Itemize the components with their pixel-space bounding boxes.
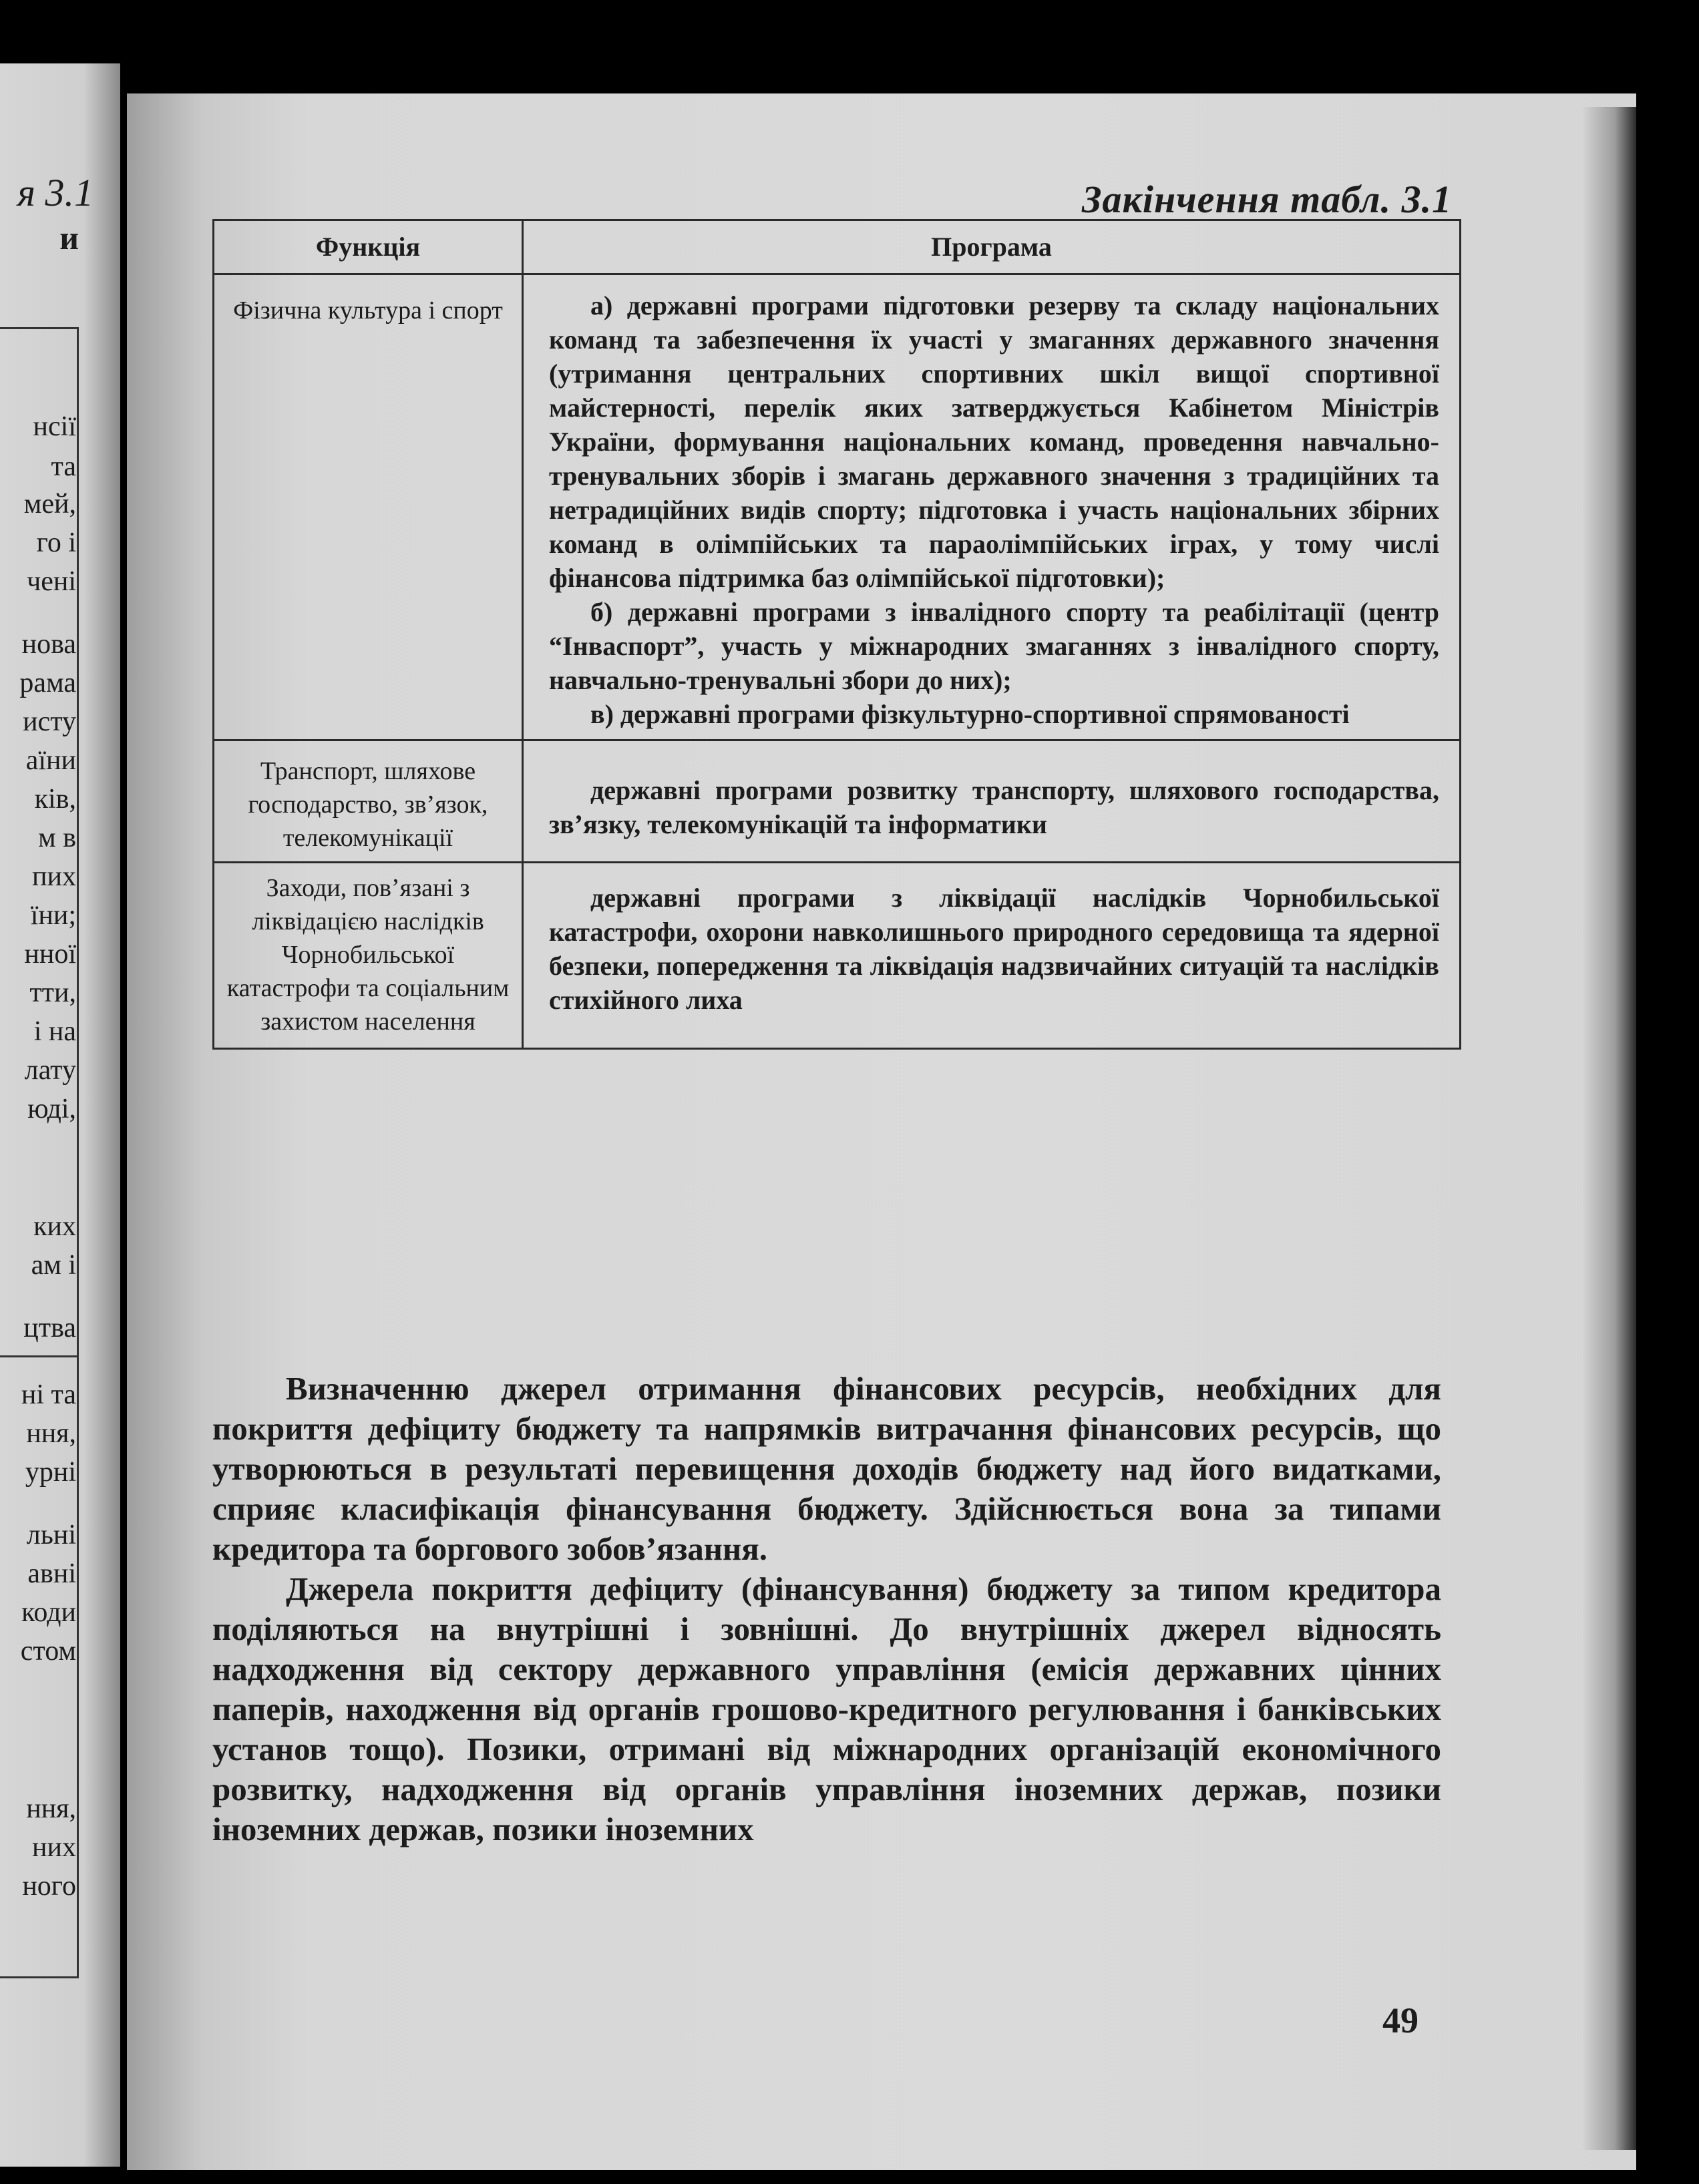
left-page-fragment bbox=[0, 63, 120, 2167]
left-page-text-fragment: ного bbox=[22, 1871, 76, 1902]
left-page-text-fragment: них bbox=[32, 1832, 76, 1863]
left-page-text-fragment: ння, bbox=[26, 1793, 76, 1824]
left-page-table-border bbox=[77, 327, 79, 1978]
header-program: Програма bbox=[523, 220, 1461, 274]
program-cell bbox=[523, 274, 1461, 740]
left-page-table-rule bbox=[0, 1976, 79, 1978]
left-page-text-fragment: авні bbox=[27, 1558, 76, 1589]
program-paragraph: державні програми з ліквідації наслідків Чорнобильської катастрофи, охорони навколишнього природного середовища та ядерної безпеки, попередження та ліквідація надзвичайних ситуацій та наслідків стихійного лиха bbox=[549, 883, 1439, 1015]
left-page-text-fragment: чені bbox=[27, 566, 76, 597]
left-page-text-fragment: го і bbox=[36, 527, 76, 558]
left-page-text-fragment: урні bbox=[25, 1457, 76, 1488]
left-page-text-fragment: пих bbox=[32, 861, 76, 892]
table-row bbox=[214, 274, 1461, 740]
left-page-text-fragment: льні bbox=[26, 1520, 76, 1550]
left-page-text-fragment: стом bbox=[20, 1636, 76, 1667]
left-page-text-fragment: аїни bbox=[25, 745, 76, 776]
header-function: Функція bbox=[214, 220, 523, 274]
left-page-table-rule bbox=[0, 1355, 79, 1357]
program-paragraph: б) державні програми з інвалідного спорту та реабілітації (центр “Інваспорт”, участь у міжнародних змаганнях з інвалідного спорту, навчально-тренувальні збори до них); bbox=[549, 597, 1439, 695]
body-text bbox=[212, 1369, 1441, 1849]
left-page-text-fragment: і на bbox=[33, 1016, 76, 1047]
left-page-text-fragment: нної bbox=[24, 939, 76, 969]
left-page-text-fragment: та bbox=[51, 451, 76, 482]
program-paragraph: державні програми розвитку транспорту, шляхового господарства, зв’язку, телекомунікацій та інформатики bbox=[549, 775, 1439, 839]
left-page-text-fragment: рама bbox=[19, 668, 76, 698]
left-page-text-fragment: тти, bbox=[29, 977, 76, 1008]
table-header-row bbox=[214, 220, 1461, 274]
function-cell: Транспорт, шляхове господарство, зв’язок, телекомунікації bbox=[214, 740, 523, 863]
left-page-text-fragment: ких bbox=[33, 1211, 76, 1242]
page-edge bbox=[1583, 107, 1636, 2150]
left-page-text-fragment: исту bbox=[23, 706, 76, 737]
body-paragraph: Джерела покриття дефіциту (фінансування) бюджету за типом кредитора поділяються на внутрішні і зовнішні. До внутрішніх джерел відносять надходження від сектору державного управління (емісія державних цінних паперів, находження від органів грошово-кредитного регулювання і банківських установ тощо). Позики, отримані від міжнародних організацій економічного розвитку, надходження від органів управління іноземних держав, позики іноземних держав, позики іноземних bbox=[212, 1570, 1441, 1847]
left-page-text-fragment: юді, bbox=[27, 1094, 76, 1124]
page-number: 49 bbox=[1382, 2000, 1419, 2040]
left-page-caption: я 3.1 bbox=[17, 171, 93, 214]
left-page-text-fragment: ння, bbox=[26, 1418, 76, 1449]
table-row bbox=[214, 863, 1461, 1049]
left-page-text-fragment: ам і bbox=[31, 1250, 76, 1281]
left-page-text-fragment: нсії bbox=[33, 411, 76, 442]
program-cell bbox=[523, 740, 1461, 863]
left-page-text-fragment: ків, bbox=[34, 784, 76, 815]
left-page-text-fragment: м в bbox=[38, 823, 76, 853]
program-paragraph: в) державні програми фізкультурно-спортивної спрямованості bbox=[590, 699, 1350, 729]
function-cell: Заходи, пов’язані з ліквідацією наслідків Чорнобильської катастрофи та соціальним захистом населення bbox=[214, 863, 523, 1049]
function-cell: Фізична культура і спорт bbox=[214, 274, 523, 740]
left-page-text-fragment: коди bbox=[21, 1597, 76, 1628]
table-row bbox=[214, 740, 1461, 863]
table-caption: Закінчення табл. 3.1 bbox=[1082, 178, 1453, 221]
left-page-text-fragment: мей, bbox=[23, 489, 76, 519]
program-cell bbox=[523, 863, 1461, 1049]
left-page-text-fragment: цтва bbox=[23, 1313, 76, 1343]
left-page-text-fragment: ні та bbox=[21, 1379, 76, 1410]
left-page-text-fragment: лату bbox=[24, 1055, 76, 1086]
left-page-subcaption: и bbox=[59, 219, 79, 256]
left-page-text-fragment: нова bbox=[21, 629, 76, 660]
program-classification-table bbox=[212, 219, 1461, 1050]
program-paragraph: а) державні програми підготовки резерву та складу національних команд та забезпечення їх участі у змаганнях державного значення (утримання центральних спортивних шкіл вищої спортивної майстерності, перелік яких затверджується Кабінетом Міністрів України, формування національних команд, проведення навчально-тренувальних зборів і змагань державного значення з традиційних та нетрадиційних видів спорту; підготовка і участь національних збірних команд в олімпійських та параолімпійських іграх, у тому числі фінансова підтримка баз олімпійської підготовки); bbox=[549, 290, 1439, 593]
body-paragraph: Визначенню джерел отримання фінансових ресурсів, необхідних для покриття дефіциту бюджету та напрямків витрачання фінансових ресурсів, що утворюються в результаті перевищення доходів бюджету над його видатками, сприяє класифікація фінансування бюджету. Здійснюється вона за типами кредитора та боргового зобов’язання. bbox=[212, 1370, 1441, 1567]
left-page-table-rule bbox=[0, 327, 79, 329]
left-page-text-fragment: їни; bbox=[30, 900, 76, 931]
